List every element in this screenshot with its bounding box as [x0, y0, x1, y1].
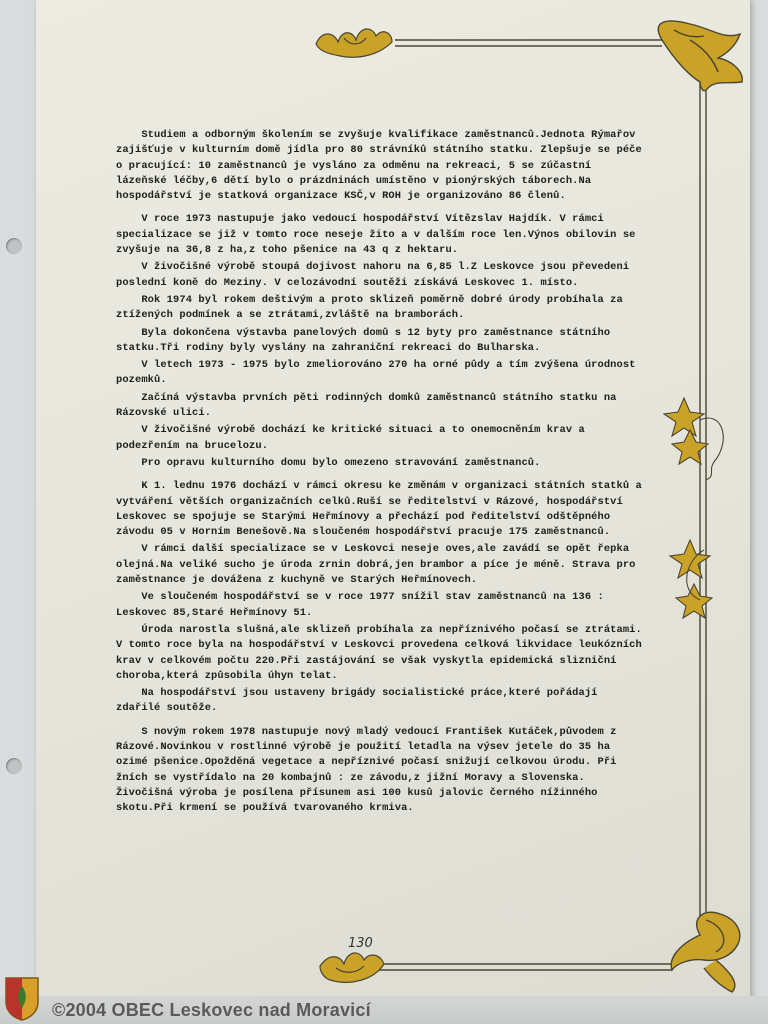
paragraph: Rok 1974 byl rokem deštivým a proto sklizeň poměrně dobré úrody probíhala za ztížených podmínek a se ztrátami,zvláště na bramborách.: [116, 293, 630, 322]
copyright-text: ©2004 OBEC Leskovec nad Moravicí: [52, 1000, 371, 1020]
paragraph: V letech 1973 - 1975 bylo zmeliorováno 270 ha orné půdy a tím zvýšena úrodnost pozemků.: [116, 359, 642, 387]
paragraph: V roce 1973 nastupuje jako vedoucí hospodářství Vítězslav Hajdík. V rámci specializace se již v tomto roce neseje žito a v dalším roce len.Výnos obilovin se zvyšuje na 36,8 z ha,z toho pšenice na 43 q z hektaru.: [116, 213, 642, 257]
corner-ornament-icon: [671, 912, 740, 992]
paragraph: V živočišné výrobě stoupá dojivost nahoru na 6,85 l.Z Leskovce jsou převedeni poslední koně do Meziny. V celozávodní soutěži získává Leskovec 1. místo.: [116, 261, 636, 289]
paragraph: K 1. lednu 1976 dochází v rámci okresu ke změnám v organizaci státních statků a vytváření větších organizačních celků.Ruší se ředitelství v Rázové, hospodářství Leskovec se spojuje se Starými Heřmínovy a přechází pod ředitelství odštěpného závodu 05 v Horním Benešově.Na sloučeném hospodářství pracuje 175 zaměstnanců.: [116, 480, 649, 539]
coat-of-arms-icon: [2, 974, 42, 1022]
paragraph: Na hospodářství jsou ustaveny brigády socialistické práce,které pořádají zdařilé soutěže.: [116, 687, 604, 715]
top-ornament-icon: [316, 29, 392, 57]
paragraph: Byla dokončena výstavba panelových domů s 12 byty pro zaměstnance státního statku.Tři rodiny byly vyslány na zahraniční rekreaci do Bulharska.: [116, 326, 617, 354]
paragraph: V živočišné výrobě dochází ke kritické situaci a to onemocněním krav a podezřením na brucelozu.: [116, 424, 592, 452]
chronicle-text: [116, 128, 649, 818]
paragraph: Studiem a odborným školením se zvyšuje kvalifikace zaměstnanců.Jednota Rýmařov zajišťuje v kulturním domě jídla pro 80 strávníků státního statku. Zlepšuje se péče o pracující: 10 zaměstnanců je vysláno za odměnu na rekreaci, 5 se zúčastní lázeňské léčby,6 dětí bylo o prázdninách umístěno v pionýrských táborech.Na hospodářství je statková organizace KSČ,v ROH je organizováno 86 členů.: [116, 129, 649, 203]
paragraph: Začíná výstavba prvních pěti rodinných domků zaměstnanců státního statku na Rázovské ulici.: [116, 391, 623, 420]
bottom-ornament-icon: [320, 953, 384, 982]
corner-ornament-icon: [658, 21, 742, 91]
star-ornament-icon: [664, 398, 723, 480]
paragraph: Úroda narostla slušná,ale sklizeň probíhala za nepříznivého počasí se ztrátami. V tomto roce byla na hospodářství v Leskovci provedena celková likvidace leukózních krav v celkovém počtu 220.Při zastájování se však vyskytla epidemická slizniční choroba,která způsobila úhyn telat.: [116, 623, 649, 682]
paragraph: S novým rokem 1978 nastupuje nový mladý vedoucí František Kutáček,původem z Rázové.Novinkou v rostlinné výrobě je použití letadla na výsev jetele do 35 ha ozimé pšenice.Opožděná vegetace a nepříznivé počasí snižují celkovou úrodu. Při žních se vystřídalo na 20 kombajnů : ze závodu,z jižní Moravy a Slovenska. Živočišná výroba je posílena přísunem asi 100 kusů jalovic černého nížinného skotu.Při krmení se používá tvarovaného krmiva.: [116, 725, 623, 815]
paragraph: V rámci další specializace se v Leskovci neseje oves,ale zavádí se opět řepka olejná.Na veliké sucho je úroda zrnin dobrá,jen brambor a píce je méně. Strava pro zaměstnance je dovážena z kuchyně ve Starých Heřmínovech.: [116, 543, 642, 587]
paragraph: Pro opravu kulturního domu bylo omezeno stravování zaměstnanců.: [116, 456, 541, 469]
paragraph: Ve sloučeném hospodářství se v roce 1977 snížil stav zaměstnanců na 136 : Leskovec 85,Staré Heřmínovy 51.: [116, 591, 611, 619]
page-number: 130: [348, 936, 373, 951]
